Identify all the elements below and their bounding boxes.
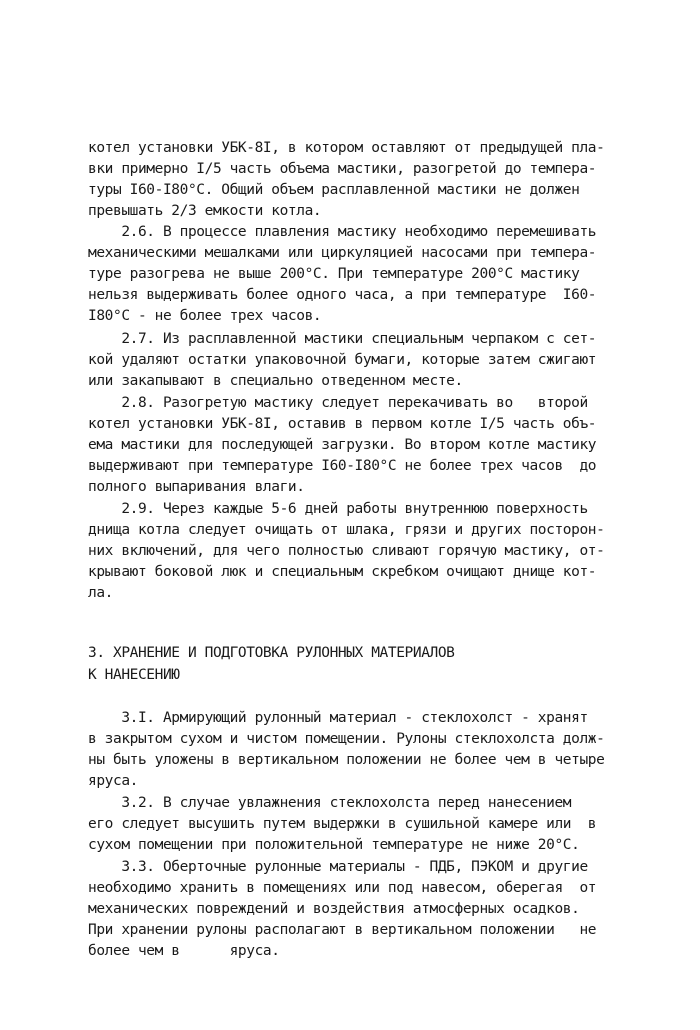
text-line: необходимо хранить в помещениях или под навесом, оберегая от	[88, 880, 597, 896]
text-line: них включений, для чего полностью сливают горячую мастику, от-	[88, 543, 605, 559]
text-line: ны быть уложены в вертикальном положении не более чем в четыре	[88, 752, 605, 768]
text-line: крывают боковой люк и специальным скребком очищают днище кот-	[88, 564, 597, 580]
text-line: выдерживают при температуре I60-I80°С не более трех часов до	[88, 458, 597, 474]
text-line: более чем в яруса.	[88, 943, 280, 959]
text-line: в закрытом сухом и чистом помещении. Рулоны стеклохолста долж-	[88, 731, 605, 747]
text-line: ема мастики для последующей загрузки. Во втором котле мастику	[88, 437, 597, 453]
text-line: I80°С - не более трех часов.	[88, 308, 322, 324]
text-line: туры I60-I80°С. Общий объем расплавленной мастики не должен	[88, 182, 580, 198]
text-line: яруса.	[88, 773, 138, 789]
text-line: 2.8. Разогретую мастику следует перекачивать во второй	[88, 395, 588, 411]
text-line: 2.9. Через каждые 5-6 дней работы внутреннюю поверхность	[88, 501, 588, 517]
text-line: При хранении рулоны располагают в вертикальном положении не	[88, 922, 597, 938]
text-line: сухом помещении при положительной температуре не ниже 20°С.	[88, 837, 580, 853]
text-line: днища котла следует очищать от шлака, грязи и других посторон-	[88, 522, 605, 538]
text-line: кой удаляют остатки упаковочной бумаги, которые затем сжигают	[88, 352, 597, 368]
text-line: котел установки УБК-8I, в котором оставляют от предыдущей пла-	[88, 140, 605, 156]
text-line: 3.2. В случае увлажнения стеклохолста перед нанесением	[88, 795, 572, 811]
text-line: полного выпаривания влаги.	[88, 479, 305, 495]
text-line: 2.6. В процессе плавления мастику необходимо перемешивать	[88, 224, 597, 240]
text-line: ла.	[88, 585, 113, 601]
text-line: или закапывают в специально отведенном месте.	[88, 373, 463, 389]
text-line: туре разогрева не выше 200°С. При температуре 200°С мастику	[88, 266, 580, 282]
text-line: котел установки УБК-8I, оставив в первом котле I/5 часть объ-	[88, 416, 597, 432]
text-line: вки примерно I/5 часть объема мастики, разогретой до темпера-	[88, 161, 597, 177]
text-line: превышать 2/3 емкости котла.	[88, 203, 322, 219]
text-line: механических повреждений и воздействия атмосферных осадков.	[88, 901, 580, 917]
text-line: 3.I. Армирующий рулонный материал - стеклохолст - хранят	[88, 710, 588, 726]
text-line: его следует высушить путем выдержки в сушильной камере или в	[88, 816, 597, 832]
heading-line: 3. ХРАНЕНИЕ И ПОДГОТОВКА РУЛОННЫХ МАТЕРИАЛОВ	[88, 645, 455, 661]
heading-line: К НАНЕСЕНИЮ	[88, 667, 180, 683]
text-line: 2.7. Из расплавленной мастики специальным черпаком с сет-	[88, 331, 597, 347]
text-line: нельзя выдерживать более одного часа, а при температуре I60-	[88, 287, 597, 303]
text-line: механическими мешалками или циркуляцией насосами при темпера-	[88, 245, 597, 261]
text-line: 3.3. Оберточные рулонные материалы - ПДБ, ПЭКОМ и другие	[88, 859, 588, 875]
